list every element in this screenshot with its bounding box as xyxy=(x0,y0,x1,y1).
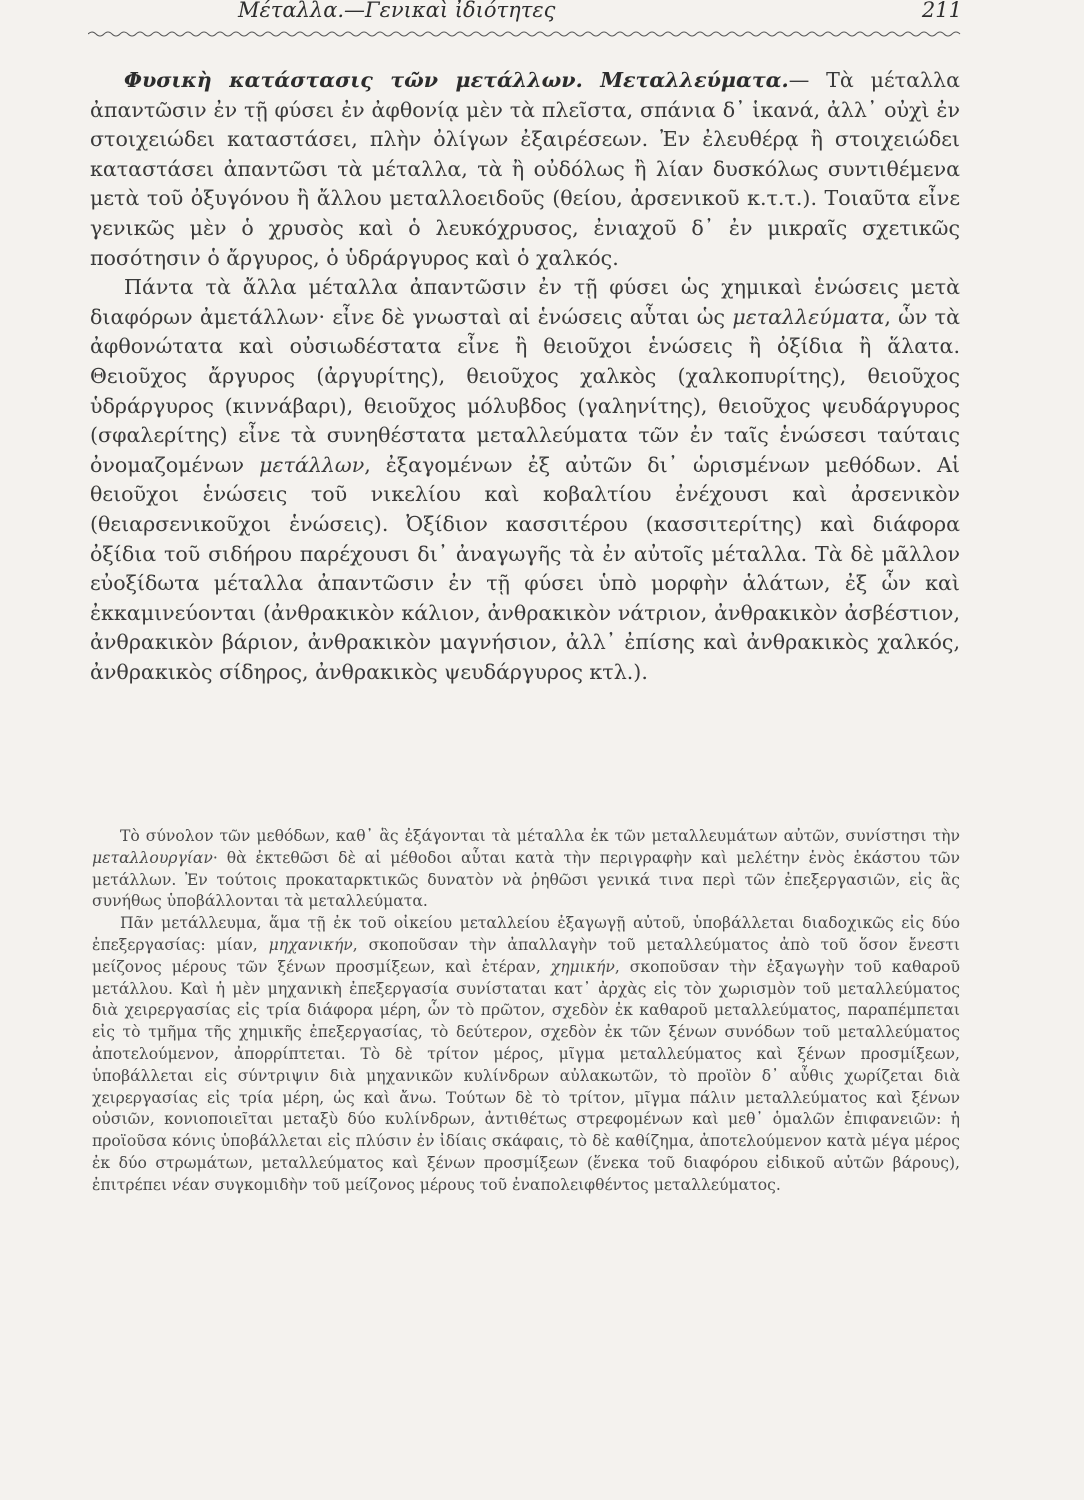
running-header xyxy=(88,0,962,22)
decorative-wavy-rule xyxy=(88,30,962,38)
term-chimiki: χημικήν xyxy=(550,957,615,976)
p2-text-b: , ὧν τὰ ἀφθονώτατα καὶ οὐσιωδέστατα εἶνε ἢ θειοῦχοι ἑνώσεις ἢ ὀξίδια ἢ ἅλατα. Θειοῦχος ἄργυρος (ἀργυρίτης), θειοῦχος χαλκὸς (χαλκοπυρίτης), θειοῦχος ὑδράργυρος (κιννάβαρι), θειοῦχος μόλυβδος (γαληνίτης), θειοῦχος ψευδάργυρος (σφαλερίτης) εἶνε τὰ συνηθέστατα μεταλλεύματα τῶν ἐν ταῖς ἑνώσεσι ταύταις ὀνομαζομένων xyxy=(90,304,960,477)
term-metalleumata: μεταλλεύματα xyxy=(732,304,885,329)
paragraph-1-text: — Τὰ μέταλλα ἀπαντῶσιν ἐν τῇ φύσει ἐν ἀφθονίᾳ μὲν τὰ πλεῖστα, σπάνια δ᾽ ἱκανά, ἀλλ᾽ οὐχὶ ἐν στοιχειώδει καταστάσει, πλὴν ὀλίγων ἐξαιρέσεων. Ἐν ἐλευθέρᾳ ἢ στοιχειώδει καταστάσει ἀπαντῶσι τὰ μέταλλα, τὰ ἢ οὐδόλως ἢ λίαν δυσκόλως συντιθέμενα μετὰ τοῦ ὀξυγόνου ἢ ἄλλου μεταλλοειδοῦς (θείου, ἀρσενικοῦ κ.τ.τ.). Τοιαῦτα εἶνε γενικῶς μὲν ὁ χρυσὸς καὶ ὁ λευκόχρυσος, ἐνιαχοῦ δ᾽ ἐν μικραῖς σχετικῶς ποσότησιν ὁ ἄργυρος, ὁ ὑδράργυρος καὶ ὁ χαλκός. xyxy=(90,68,960,270)
term-mechaniki: μηχανικήν xyxy=(268,935,353,954)
p2-text-c: , ἐξαγομένων ἐξ αὐτῶν δι᾽ ὡρισμένων μεθόδων. Αἱ θειοῦχοι ἑνώσεις τοῦ νικελίου καὶ κοβαλτίου ἐνέχουσι καὶ ἀρσενικὸν (θειαρσενικοῦχοι ἑνώσεις). Ὀξίδιον κασσιτέρου (κασσιτερίτης) καὶ διάφορα ὀξίδια τοῦ σιδήρου παρέχουσι δι᾽ ἀναγωγῆς τὰ ἐν αὐτοῖς μέταλλα. Τὰ δὲ μᾶλλον εὐοξίδωτα μέταλλα ἀπαντῶσιν ἐν τῇ φύσει ὑπὸ μορφὴν ἁλάτων, ἐξ ὧν καὶ ἐκκαμινεύονται (ἀνθρακικὸν κάλιον, ἀνθρακικὸν νάτριον, ἀνθρακικὸν ἀσβέστιον, ἀνθρακικὸν βάριον, ἀνθρακικὸν μαγνήσιον, ἀλλ᾽ ἐπίσης καὶ ἀνθρακικὸς χαλκός, ἀνθρακικὸς σίδηρος, ἀνθρακικὸς ψευδάργυρος κτλ.). xyxy=(90,452,960,684)
s1-text-a: Τὸ σύνολον τῶν μεθόδων, καθ᾽ ἃς ἐξάγονται τὰ μέταλλα ἐκ τῶν μεταλλευμάτων αὐτῶν, συνίστησι τὴν xyxy=(120,827,960,845)
term-metallon: μετάλλων xyxy=(259,452,365,477)
s2-text-a: Πᾶν μετάλλευμα, ἅμα τῇ ἐκ τοῦ οἰκείου μεταλλείου ἐξαγωγῇ αὐτοῦ, ὑποβάλλεται διαδοχικῶς εἰς δύο ἐπεξεργασίας: μίαν, xyxy=(92,914,960,954)
s2-text-c: , σκοποῦσαν τὴν ἐξαγωγὴν τοῦ καθαροῦ μετάλλου. Καὶ ἡ μὲν μηχανικὴ ἐπεξεργασία συνίσταται κατ᾽ ἀρχὰς εἰς τὸν χωρισμὸν τοῦ μεταλλεύματος διὰ χειρεργασίας εἰς τρία διάφορα μέρη, ὧν τὸ πρῶτον, σχεδὸν ἐκ καθαροῦ μεταλλεύματος, παραπέμπεται εἰς τὸ τμῆμα τῆς χημικῆς ἐπεξεργασίας, τὸ δεύτερον, σχεδὸν ἐκ τῶν ξένων συνόδων τοῦ μεταλλεύματος ἀποτελούμενον, ἀπορρίπτεται. Τὸ δὲ τρίτον μέρος, μῖγμα μεταλλεύματος καὶ ξένων προσμίξεων, ὑποβάλλεται εἰς σύντριψιν διὰ μηχανικῶν κυλίνδρων αὐλακωτῶν, τὸ προϊὸν δ᾽ αὖθις χωρίζεται διὰ χειρεργασίας εἰς τρία μέρη, ὡς καὶ ἄνω. Τούτων δὲ τὸ τρίτον, μῖγμα πάλιν μεταλλεύματος καὶ ξένων οὐσιῶν, κονιοποιεῖται μεταξὺ δύο κυλίνδρων, ἀντιθέτως στρεφομένων καὶ μεθ᾽ ὁμαλῶν ἐπιφανειῶν: ἡ προϊοῦσα κόνις ὑποβάλλεται εἰς πλύσιν ἐν ἰδίαις σκάφαις, τὸ δὲ καθίζημα, ἀποτελούμενον κατὰ μέγα μέρος ἐκ δύο στρωμάτων, μεταλλεύματος καὶ ξένων προσμίξεων (ἕνεκα τοῦ διαφόρου εἰδικοῦ αὐτῶν βάρους), ἐπιτρέπει νέαν συγκομιδὴν τοῦ μείζονος μέρους τοῦ ἐναπολειφθέντος μεταλλεύματος. xyxy=(92,957,960,1194)
main-text xyxy=(90,66,960,687)
small-paragraph-1 xyxy=(92,826,960,913)
small-paragraph-2 xyxy=(92,913,960,1196)
running-title: Μέταλλα.—Γενικαὶ ἰδιότητες xyxy=(238,0,556,22)
paragraph-1 xyxy=(90,66,960,273)
term-metallourgia: μεταλλουργίαν xyxy=(92,848,213,867)
s2-text-b: , σκοποῦσαν τὴν ἀπαλλαγὴν τοῦ μεταλλεύματος ἀπὸ τοῦ ὅσον ἔνεστι μείζονος μέρους τῶν ξένων προσμίξεων, καὶ ἑτέραν, xyxy=(92,935,960,976)
p2-text-a: Πάντα τὰ ἄλλα μέταλλα ἀπαντῶσιν ἐν τῇ φύσει ὡς χημικαὶ ἑνώσεις μετὰ διαφόρων ἀμετάλλων· εἶνε δὲ γνωσταὶ αἱ ἑνώσεις αὗται ὡς xyxy=(90,275,960,329)
s1-text-b: · θὰ ἐκτεθῶσι δὲ αἱ μέθοδοι αὗται κατὰ τὴν περιγραφὴν καὶ μελέτην ἑνὸς ἑκάστου τῶν μετάλλων. Ἐν τούτοις προκαταρκτικῶς δυνατὸν νὰ ῥηθῶσι γενικά τινα περὶ τῶν ἐπεξεργασιῶν, εἰς ἃς συνήθως ὑποβάλλονται τὰ μεταλλεύματα. xyxy=(92,848,960,911)
paragraph-2 xyxy=(90,273,960,687)
section-heading: Φυσικὴ κατάστασις τῶν μετάλλων. Μεταλλεύματα. xyxy=(124,68,789,92)
page-number: 211 xyxy=(921,0,962,22)
small-print-text xyxy=(92,826,960,1197)
